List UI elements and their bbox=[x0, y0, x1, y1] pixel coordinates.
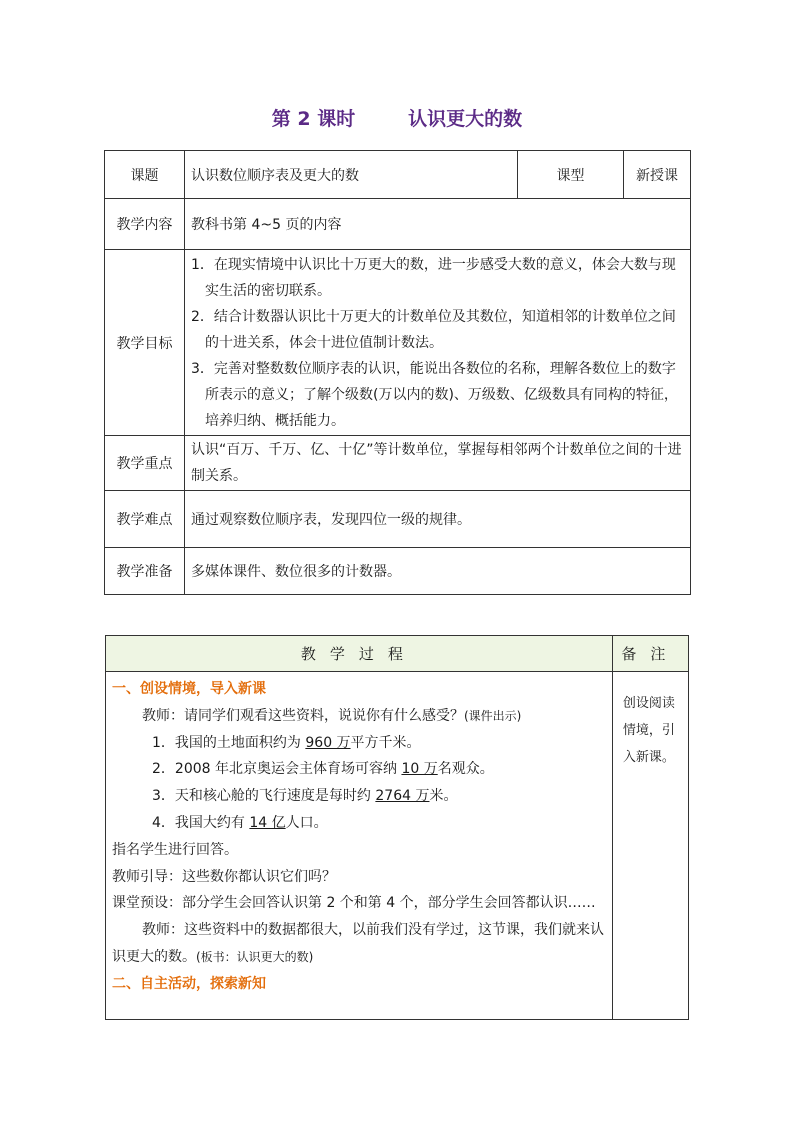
fact-post-3: 米。 bbox=[429, 788, 458, 805]
process-header-text: 教学过程 bbox=[300, 645, 417, 663]
fact-item-1 bbox=[112, 730, 606, 757]
key-value: 认识“百万、千万、亿、十亿”等计数单位，掌握每相邻两个计数单位之间的十进制关系。 bbox=[185, 436, 691, 491]
teaching-process-table bbox=[105, 635, 689, 1020]
lesson-name: 认识更大的数 bbox=[408, 108, 523, 130]
fact-num-4: 4． bbox=[152, 814, 175, 831]
answer-line: 指名学生进行回答。 bbox=[112, 841, 238, 858]
note-content: 创设阅读情境，引入新课。 bbox=[612, 672, 688, 1020]
process-header-row bbox=[106, 636, 689, 672]
guide-line: 教师引导：这些数你都认识它们吗？ bbox=[112, 868, 336, 885]
topic-label: 课题 bbox=[105, 151, 185, 199]
topic-row bbox=[105, 151, 691, 199]
teacher-question bbox=[112, 703, 606, 730]
goal-item-3: 3．完善对整数数位顺序表的认识，能说出各数位的名称，理解各数位上的数字所表示的意义；了解个级数(万以内的数)、万级数、亿级数具有同构的特征，培养归纳、概括能力。 bbox=[191, 360, 678, 429]
key-label: 教学重点 bbox=[105, 436, 185, 491]
prep-label: 教学准备 bbox=[105, 548, 185, 595]
type-value: 新授课 bbox=[624, 151, 691, 199]
note-header-text: 备注 bbox=[621, 645, 680, 663]
type-label: 课型 bbox=[518, 151, 624, 199]
fact-pre-2: 2008 年北京奥运会主体育场可容纳 bbox=[174, 761, 402, 778]
lesson-info-table bbox=[104, 150, 691, 595]
page-title bbox=[0, 104, 794, 131]
difficult-label: 教学难点 bbox=[105, 491, 185, 548]
fact-underlined-4: 14 亿 bbox=[249, 814, 286, 831]
goal-item-1: 1．在现实情境中认识比十万更大的数，进一步感受大数的意义，体会大数与现实生活的密切联系。 bbox=[191, 256, 676, 299]
note-header bbox=[612, 636, 688, 672]
content-row bbox=[105, 199, 691, 250]
fact-underlined-1: 960 万 bbox=[305, 734, 351, 751]
process-header bbox=[106, 636, 613, 672]
difficult-value: 通过观察数位顺序表，发现四位一级的规律。 bbox=[185, 491, 691, 548]
goals-row bbox=[105, 250, 691, 436]
goals-value bbox=[185, 250, 691, 436]
fact-post-2: 名观众。 bbox=[437, 761, 494, 778]
fact-item-2 bbox=[112, 756, 606, 783]
teacher-summary-text: 教师：这些资料中的数据都很大，以前我们没有学过，这节课，我们就来认识更大的数。 bbox=[112, 922, 604, 965]
content-label: 教学内容 bbox=[105, 199, 185, 250]
fact-underlined-2: 10 万 bbox=[401, 761, 438, 778]
fact-post-4: 人口。 bbox=[285, 814, 328, 831]
fact-post-1: 平方千米。 bbox=[350, 734, 421, 751]
section-2-heading: 二、自主活动，探索新知 bbox=[112, 975, 266, 992]
fact-underlined-3: 2764 万 bbox=[375, 788, 430, 805]
preset-line: 课堂预设：部分学生会回答认识第 2 个和第 4 个，部分学生会回答都认识…… bbox=[112, 895, 596, 912]
goal-item-2: 2．结合计数器认识比十万更大的计数单位及其数位，知道相邻的计数单位之间的十进关系，体会十进位值制计数法。 bbox=[191, 308, 676, 351]
courseware-note: (课件出示) bbox=[464, 708, 522, 723]
fact-num-1: 1． bbox=[152, 734, 175, 751]
fact-num-3: 3． bbox=[152, 788, 175, 805]
prep-value: 多媒体课件、数位很多的计数器。 bbox=[185, 548, 691, 595]
fact-pre-1: 我国的土地面积约为 bbox=[174, 734, 306, 751]
content-value: 教科书第 4~5 页的内容 bbox=[185, 199, 691, 250]
board-note: (板书：认识更大的数) bbox=[196, 949, 314, 964]
fact-pre-4: 我国大约有 bbox=[174, 814, 250, 831]
process-body-row bbox=[106, 672, 689, 1020]
teacher-summary bbox=[112, 917, 606, 971]
topic-value: 认识数位顺序表及更大的数 bbox=[185, 151, 518, 199]
lesson-number: 第 2 课时 bbox=[271, 108, 356, 130]
fact-pre-3: 天和核心舱的飞行速度是每时约 bbox=[174, 788, 376, 805]
process-content bbox=[106, 672, 613, 1020]
prep-row bbox=[105, 548, 691, 595]
key-row bbox=[105, 436, 691, 491]
difficult-row bbox=[105, 491, 691, 548]
section-1-heading: 一、创设情境，导入新课 bbox=[112, 681, 266, 697]
fact-num-2: 2． bbox=[152, 761, 175, 778]
goals-label: 教学目标 bbox=[105, 250, 185, 436]
fact-item-4 bbox=[112, 810, 606, 837]
teacher-question-text: 教师：请同学们观看这些资料，说说你有什么感受？ bbox=[142, 707, 464, 724]
fact-item-3 bbox=[112, 783, 606, 810]
